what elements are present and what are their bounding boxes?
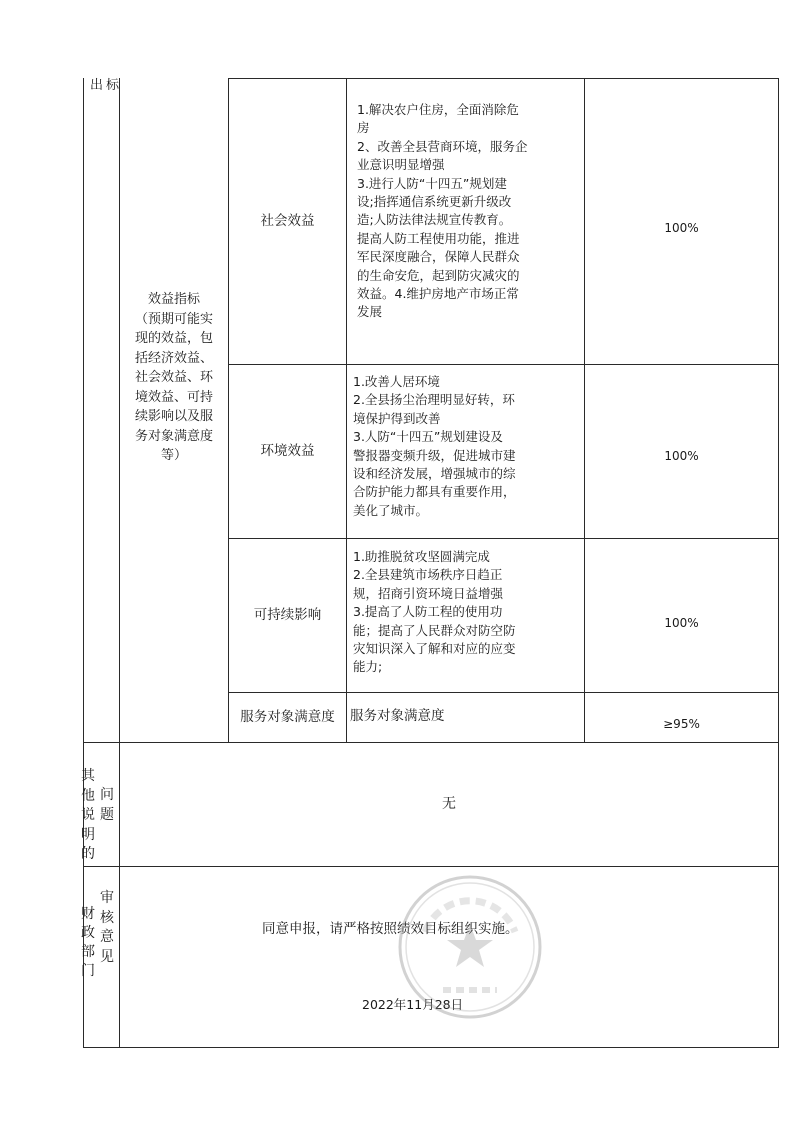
- row-name-social: 社会效益: [260, 213, 315, 229]
- header-fragment: 出标: [90, 78, 123, 93]
- finance-opinion-date: 2022年11月28日: [362, 997, 464, 1012]
- row-name-environment: 环境效益: [260, 443, 315, 459]
- row-name-satisfaction: 服务对象满意度: [240, 709, 335, 725]
- table-bottom-border: [83, 1047, 778, 1048]
- table-border-right: [778, 78, 779, 1048]
- row-value-environment: 100%: [664, 449, 699, 463]
- row-name-sustainable: 可持续影响: [253, 607, 322, 623]
- row-value-sustainable: 100%: [664, 616, 699, 630]
- divider-col-a: [119, 78, 120, 1048]
- row-content-social: 1.解决农户住房，全面消除危 房 2、改善全县营商环境，服务企 业意识明显增强 3.进行人防“十四五”规划建 设;指挥通信系统更新升级改 造;人防法律法规宣传教育。 提高人防工程使用功能，推进 军民深度融合，保障人民群众 的生命安危，起到防灾减灾的 效益。4.维护房地产市场正常 发展: [357, 102, 528, 320]
- row-content-satisfaction: 服务对象满意度: [350, 708, 445, 724]
- row-value-social: 100%: [664, 221, 699, 235]
- row-value-satisfaction: ≥95%: [663, 717, 700, 731]
- table-border-left: [83, 78, 84, 1048]
- row-content-environment: 1.改善人居环境 2.全县扬尘治理明显好转，环 境保护得到改善 3.人防“十四五”规划建设及 警报器变频升级，促进城市建 设和经济发展，增强城市的综 合防护能力都具有重要作用， 美化了城市。: [353, 374, 516, 518]
- divider-col-c: [346, 78, 347, 742]
- finance-opinion-text: 同意申报，请严格按照绩效目标组织实施。: [262, 921, 519, 937]
- official-seal-stamp: [395, 872, 545, 1022]
- row-divider-5: [83, 866, 778, 867]
- other-notes-value: 无: [442, 796, 456, 812]
- row-content-sustainable: 1.助推脱贫攻坚圆满完成 2.全县建筑市场秩序日趋正 规，招商引资环境日益增强 3.提高了人防工程的使用功 能；提高了人民群众对防空防 灾知识深入了解和对应的应变 能力;: [353, 549, 516, 675]
- category-label: 效益指标 （预期可能实 现的效益，包 括经济效益、 社会效益、环 境效益、可持 续影响以及服 务对象满意度 等）: [134, 292, 213, 463]
